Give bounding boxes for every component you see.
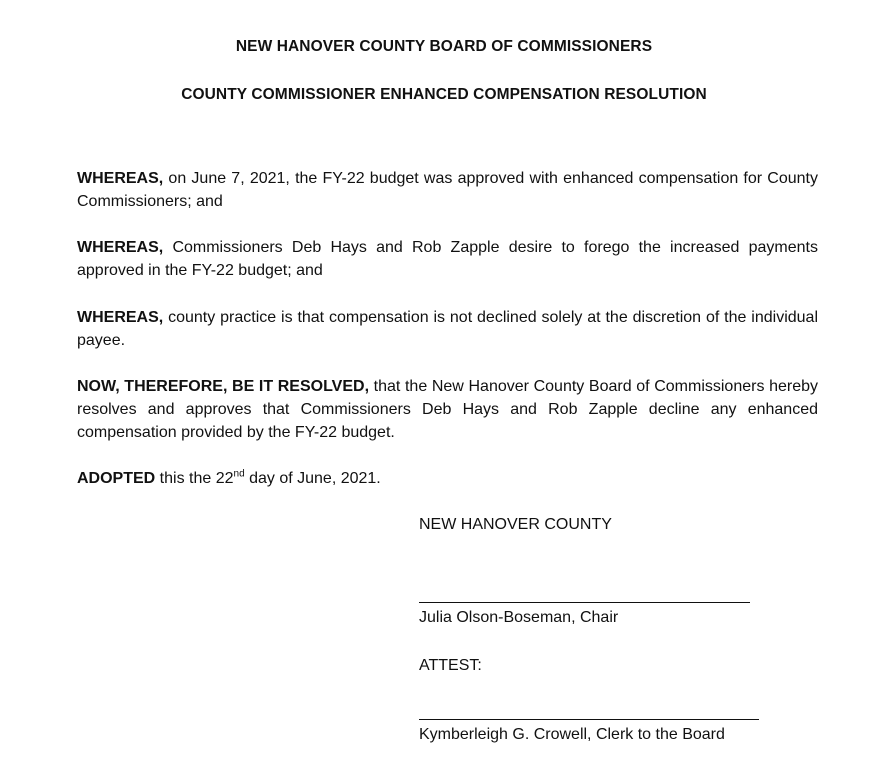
county-name: NEW HANOVER COUNTY <box>419 516 612 533</box>
paragraph-lead: WHEREAS, <box>77 170 164 187</box>
paragraph-lead: WHEREAS, <box>77 239 164 256</box>
attest-label: ATTEST: <box>419 657 482 674</box>
paragraph-lead: NOW, THEREFORE, BE IT RESOLVED, <box>77 378 370 395</box>
clerk-name: Kymberleigh G. Crowell, Clerk to the Board <box>419 726 725 743</box>
paragraph-lead: WHEREAS, <box>77 309 164 326</box>
adopted-text-before: this the 22 <box>155 470 234 487</box>
resolved-paragraph <box>77 375 818 444</box>
whereas-paragraph-2 <box>77 236 818 282</box>
adopted-text-after: day of June, 2021. <box>244 470 381 487</box>
chair-signature-line <box>419 602 750 603</box>
paragraph-lead: ADOPTED <box>77 470 156 487</box>
adopted-paragraph <box>77 467 818 490</box>
whereas-paragraph-3 <box>77 306 818 352</box>
paragraph-text: on June 7, 2021, the FY-22 budget was approved with enhanced compensation for County Commissioners; and <box>77 170 818 210</box>
clerk-signature-line <box>419 719 759 720</box>
board-heading: NEW HANOVER COUNTY BOARD OF COMMISSIONERS <box>235 38 653 55</box>
paragraph-text: Commissioners Deb Hays and Rob Zapple desire to forego the increased payments approved in the FY-22 budget; and <box>77 239 818 279</box>
whereas-paragraph-1 <box>77 167 818 213</box>
paragraph-text: county practice is that compensation is not declined solely at the discretion of the individual payee. <box>77 309 818 349</box>
chair-name: Julia Olson-Boseman, Chair <box>419 609 619 626</box>
resolution-title: COUNTY COMMISSIONER ENHANCED COMPENSATION RESOLUTION <box>181 86 707 103</box>
paragraph-text: that the New Hanover County Board of Commissioners hereby resolves and approves that Commissioners Deb Hays and Rob Zapple decline any enhanced compensation provided by the FY-22 budget. <box>77 378 819 441</box>
ordinal-suffix: nd <box>233 468 245 480</box>
